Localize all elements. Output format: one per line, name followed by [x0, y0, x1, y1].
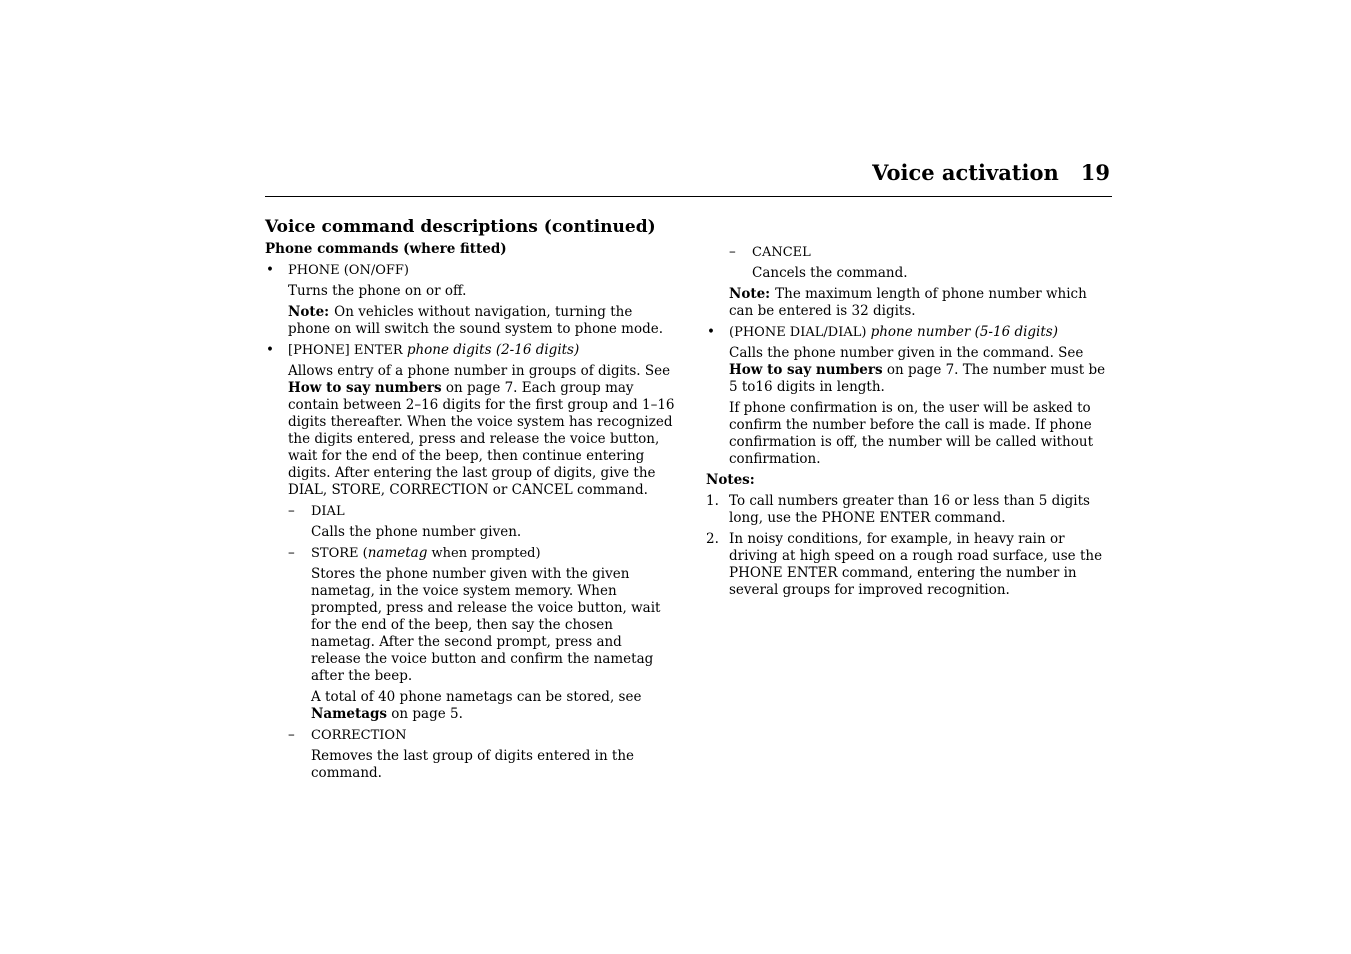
desc-text: Allows entry of a phone number in groups of digits. See: [288, 363, 671, 379]
left-column: [265, 216, 675, 786]
cross-reference: How to say numbers: [729, 362, 883, 378]
command-parameter: phone number (5-16 digits): [870, 324, 1058, 340]
cross-reference: How to say numbers: [288, 380, 442, 396]
sub-heading: Phone commands (where fitted): [265, 241, 507, 257]
note-text: On vehicles without navigation, turning the phone on will switch the sound system to phone mode.: [288, 304, 664, 337]
chapter-title: Voice activation: [872, 160, 1059, 185]
section-title: Voice command descriptions (continued): [265, 217, 656, 237]
command-name-suffix: when prompted): [427, 546, 541, 561]
header-divider: [265, 196, 1112, 197]
command-name: STORE (: [311, 546, 368, 561]
nametag-total: [265, 689, 675, 723]
note: [706, 286, 1112, 320]
numbered-note: [706, 493, 1112, 527]
command-description: [265, 363, 675, 499]
note-text: To call numbers greater than 16 or less than 5 digits long, use the PHONE ENTER command.: [729, 493, 1090, 526]
dash: –: [288, 545, 295, 561]
desc-text: on page 7. Each group may contain between 2–16 digits for the first group and 1–16 digits thereafter. When the voice system has recognized the digits entered, press and release the voice button, wait for the end of the beep, then continue entering digits. After entering the last group of digits, give the DIAL, STORE, CORRECTION or CANCEL command.: [288, 380, 675, 498]
command-description: Turns the phone on or off.: [288, 283, 467, 299]
note: [265, 304, 675, 338]
list-item-phone-enter: [265, 342, 675, 359]
cross-reference: Nametags: [311, 706, 387, 722]
command-description: Stores the phone number given with the given nametag, in the voice system memory. When prompted, press and release the voice button, wait for the end of the beep, then say the chosen nametag. After the second prompt, press and release the voice button and confirm the nametag after the beep.: [311, 566, 661, 684]
dash: –: [288, 727, 295, 743]
page-number: 19: [1080, 160, 1110, 185]
command-parameter: nametag: [367, 545, 428, 561]
command-description: Removes the last group of digits entered in the command.: [311, 748, 635, 781]
note-label: Note:: [729, 286, 771, 302]
command-name: DIAL: [311, 504, 345, 519]
list-item-phone-dial: [706, 324, 1112, 341]
command-description: Cancels the command.: [752, 265, 908, 281]
list-item-phone-onoff: [265, 262, 675, 279]
bullet: •: [266, 342, 274, 358]
note-number: 2.: [706, 531, 719, 547]
desc-text: on page 5.: [386, 706, 463, 722]
command-description: [706, 345, 1112, 396]
note-number: 1.: [706, 493, 719, 509]
right-column: [706, 244, 1112, 603]
dash: –: [288, 503, 295, 519]
command-name: CANCEL: [752, 245, 811, 260]
dash: –: [729, 244, 736, 260]
note-text: The maximum length of phone number which can be entered is 32 digits.: [729, 286, 1087, 319]
command-parameter: phone digits (2-16 digits): [406, 342, 580, 358]
command-name: PHONE (ON/OFF): [288, 263, 409, 278]
desc-text: Calls the phone number given in the command. See: [729, 345, 1084, 361]
sub-item-store: [265, 545, 675, 562]
sub-item-correction: [265, 727, 675, 744]
note-label: Note:: [288, 304, 330, 320]
desc-text: A total of 40 phone nametags can be stored, see: [311, 689, 642, 705]
sub-item-cancel: [706, 244, 1112, 261]
bullet: •: [266, 262, 274, 278]
command-name: CORRECTION: [311, 728, 407, 743]
page-header: [872, 160, 1110, 185]
notes-heading: Notes:: [706, 472, 755, 488]
bullet: •: [707, 324, 715, 340]
confirmation-description: If phone confirmation is on, the user will be asked to confirm the number before the call is made. If phone confirmation is off, the number will be called without confirmation.: [729, 400, 1093, 467]
command-description: Calls the phone number given.: [311, 524, 522, 540]
sub-item-dial: [265, 503, 675, 520]
note-text: In noisy conditions, for example, in heavy rain or driving at high speed on a rough road surface, use the PHONE ENTER command, entering the number in several groups for improved recognition.: [729, 531, 1103, 598]
command-name: (PHONE DIAL/DIAL): [729, 325, 871, 340]
command-name: [PHONE] ENTER: [288, 343, 407, 358]
numbered-note: [706, 531, 1112, 599]
desc-text: on page 7. The number must be 5 to16 digits in length.: [729, 362, 1106, 395]
